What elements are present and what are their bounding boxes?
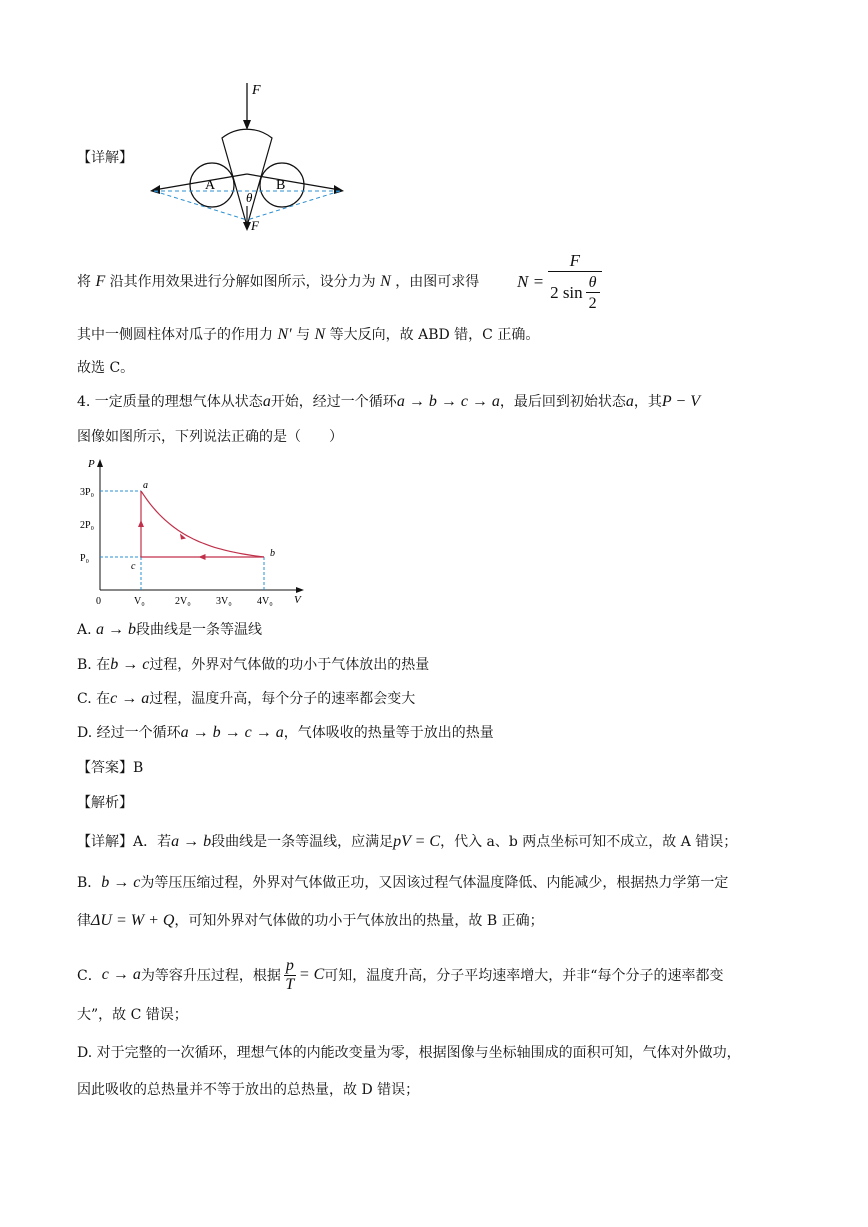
x-tick-label: 4V₀ — [257, 596, 273, 607]
point-b-label: b — [270, 548, 275, 559]
x-axis-label: V — [294, 594, 301, 606]
detail-label: 【详解】 — [77, 150, 133, 166]
force-decomposition-diagram — [140, 78, 360, 238]
y-tick-label: P₀ — [80, 553, 90, 564]
process-a-b — [141, 491, 264, 557]
option-d[interactable]: D. 经过一个循环a → b → c → a，气体吸收的热量等于放出的热量 — [77, 724, 494, 741]
paragraph-2: 其中一侧圆柱体对瓜子的作用力 N′ 与 N 等大反向，故 ABD 错，C 正确。 — [77, 326, 540, 343]
option-a[interactable]: A. a → b段曲线是一条等温线 — [77, 621, 263, 638]
solution-c-line-1: C． c → a 为等容升压过程，根据 $\frac{p}{T}$ = C 可知，温度升高，分子平均速率增大，并非“每个分子的速率都变 — [77, 956, 724, 993]
arrow-c-a — [138, 520, 144, 527]
paragraph-1: 将 F 沿其作用效果进行分解如图所示，设分力为 N ，由图可求得 — [77, 273, 480, 290]
solution-a: 【详解】A．若a → b段曲线是一条等温线，应满足pV = C，代入 a、b 两点坐标可知不成立，故 A 错误； — [77, 833, 738, 850]
y-tick-label: 3P₀ — [80, 487, 95, 498]
x-tick-label: 0 — [96, 596, 101, 607]
answer: 【答案】B — [77, 760, 144, 776]
point-c-label: c — [131, 561, 136, 572]
analysis-label: 【解析】 — [77, 795, 133, 811]
option-b[interactable]: B. 在b → c过程，外界对气体做的功小于气体放出的热量 — [77, 656, 430, 673]
point-a-label: a — [143, 480, 148, 491]
question-4-line-2: 图像如图所示，下列说法正确的是（ ） — [77, 429, 343, 445]
paragraph-3: 故选 C。 — [77, 360, 135, 376]
x-tick-label: 3V₀ — [216, 596, 232, 607]
cylinder-a-label: A — [205, 178, 216, 193]
option-c[interactable]: C. 在c → a过程，温度升高，每个分子的速率都会变大 — [77, 690, 416, 707]
solution-c-line-2: 大”，故 C 错误； — [77, 1007, 188, 1023]
cylinder-b-label: B — [276, 178, 286, 193]
solution-d-line-2: 因此吸收的总热量并不等于放出的总热量，故 D 错误； — [77, 1082, 420, 1098]
x-tick-label: 2V₀ — [175, 596, 191, 607]
solution-b-line-2: 律ΔU = W + Q，可知外界对气体做的功小于气体放出的热量，故 B 正确； — [77, 912, 544, 929]
force-label-top: F — [252, 83, 261, 98]
force-label-bottom: F — [251, 218, 259, 233]
y-axis-label: P — [88, 458, 95, 470]
solution-d-line-1: D. 对于完整的一次循环，理想气体的内能改变量为零，根据图像与坐标轴围成的面积可知，气体对外做功， — [77, 1045, 741, 1061]
pv-chart — [80, 455, 310, 610]
formula-n: N = F 2 sin $\frac{\theta}{2}$ — [517, 250, 602, 314]
x-tick-label: V₀ — [134, 596, 145, 607]
question-4-line-1: 4. 一定质量的理想气体从状态a开始，经过一个循环a → b → c → a，最后回到初始状态a，其P − V — [77, 393, 700, 410]
y-tick-label: 2P₀ — [80, 520, 95, 531]
solution-b-line-1: B．b → c为等压压缩过程，外界对气体做正功，又因该过程气体温度降低、内能减少，根据热力学第一定 — [77, 874, 729, 891]
arrow-b-c — [199, 554, 206, 560]
angle-label: θ — [246, 190, 253, 205]
